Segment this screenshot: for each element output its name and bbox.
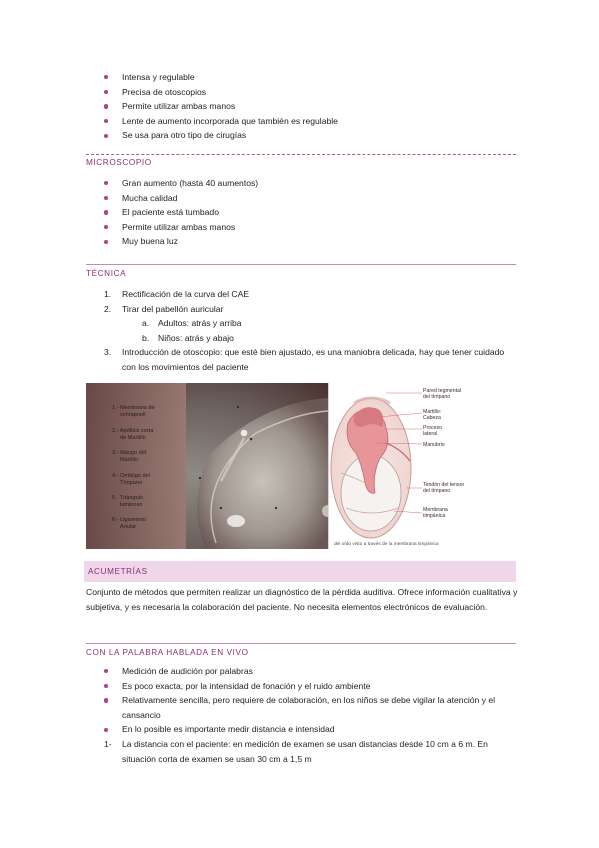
list-item: 1- La distancia con el paciente: en medición de examen se usan distancias desde 10 cm a 6 m. En situación corta de examen se usan 30 cm a 1,5 m (104, 738, 488, 764)
list-item: En lo posible es importante medir distancia e intensidad (0, 722, 599, 737)
bullet-icon (104, 104, 108, 108)
section-heading-acumetrias: ACUMETRÍAS (88, 567, 148, 576)
list-item: 3. Introducción de otoscopio: que esté bien ajustado, es una maniobra delicada, hay que tener cuidado con los movimientos del paciente (104, 347, 505, 372)
bullet-icon (104, 181, 108, 185)
section-heading-microscopio: MICROSCOPIO (86, 158, 152, 167)
list-item: Lente de aumento incorporada que también es regulable (0, 114, 599, 129)
section-divider (86, 154, 516, 155)
list-item: Permite utilizar ambas manos (0, 220, 599, 235)
photo-label-3: 3.- Mango del Martillo (112, 450, 147, 463)
bullet-icon (104, 728, 108, 732)
bullet-icon (104, 669, 108, 673)
illustration-label-4: Manubrio (423, 442, 445, 448)
palabra-bullet-list (0, 664, 599, 766)
section-heading-palabra: CON LA PALABRA HABLADA EN VIVO (86, 648, 249, 657)
photo-label-4: 4.- Ombligo del Tímpano (112, 473, 150, 486)
section-divider (86, 643, 516, 644)
list-item: Precisa de otoscopios (0, 85, 599, 100)
top-bullet-list (0, 70, 599, 143)
bullet-icon (104, 684, 108, 688)
bullet-icon (104, 90, 108, 94)
list-item: Es poco exacta, por la intensidad de fonación y el ruido ambiente (0, 679, 599, 694)
section-heading-tecnica: TÉCNICA (86, 269, 127, 278)
bullet-icon (104, 119, 108, 123)
illustration-label-3: Proceso lateral (423, 425, 443, 437)
illustration-label-6: Membrana timpánica (423, 507, 448, 519)
list-item: 2. Tirar del pabellón auricular (104, 303, 224, 314)
bullet-icon (104, 134, 108, 138)
tympanic-membrane-image (86, 383, 466, 549)
microscopio-bullet-list (0, 176, 599, 249)
bullet-icon (104, 196, 108, 200)
list-item: Permite utilizar ambas manos (0, 99, 599, 114)
list-item: Medición de audición por palabras (0, 664, 599, 679)
acumetrias-paragraph: Conjunto de métodos que permiten realizar un diagnóstico de la pérdida auditiva. Ofrece información cualitativa y subjetiva, y es necesaria la colaboración del paciente. No necesita elementos electrónicos de evaluación. (86, 587, 518, 612)
photo-label-5: 5.- Triángulo luminoso (112, 495, 144, 508)
illustration-label-1: Pared tegmental del tímpano (423, 388, 462, 400)
illustration-label-2: Martillo: Cabeza (423, 409, 442, 421)
list-item: 1. Rectificación de la curva del CAE (104, 289, 250, 299)
tympanic-membrane-figure (86, 383, 466, 549)
list-item: Intensa y regulable (0, 70, 599, 85)
bullet-icon (104, 75, 108, 79)
bullet-icon (104, 240, 108, 244)
illustration-label-5: Tendón del tensor del tímpano (423, 482, 465, 494)
list-item: Relativamente sencilla, pero requiere de colaboración, en los niños se debe vigilar la atención y el cansancio (0, 693, 599, 722)
bullet-icon (104, 225, 108, 229)
acumetrias-heading-band (84, 561, 516, 582)
bullet-icon (104, 210, 108, 214)
photo-label-6: 6.- Ligamento Anular (112, 517, 147, 530)
list-item: Se usa para otro tipo de cirugías (0, 128, 599, 143)
bullet-icon (104, 698, 108, 702)
photo-label-2: 2.- Apófisis corta de Martillo (112, 428, 154, 441)
list-item: a. Adultos: atrás y arriba (142, 318, 242, 329)
photo-label-1: 1.- Membrana de schrapnell (112, 405, 155, 418)
section-divider (86, 264, 516, 265)
list-item: b. Niños: atrás y abajo (142, 332, 234, 343)
list-item: Gran aumento (hasta 40 aumentos) (0, 176, 599, 191)
list-item: Mucha calidad (0, 191, 599, 206)
illustration-caption: del oído visto a través de la membrana timpánica (334, 542, 439, 547)
list-item: Muy buena luz (0, 234, 599, 249)
tecnica-step-list (0, 287, 599, 375)
list-item: El paciente está tumbado (0, 205, 599, 220)
